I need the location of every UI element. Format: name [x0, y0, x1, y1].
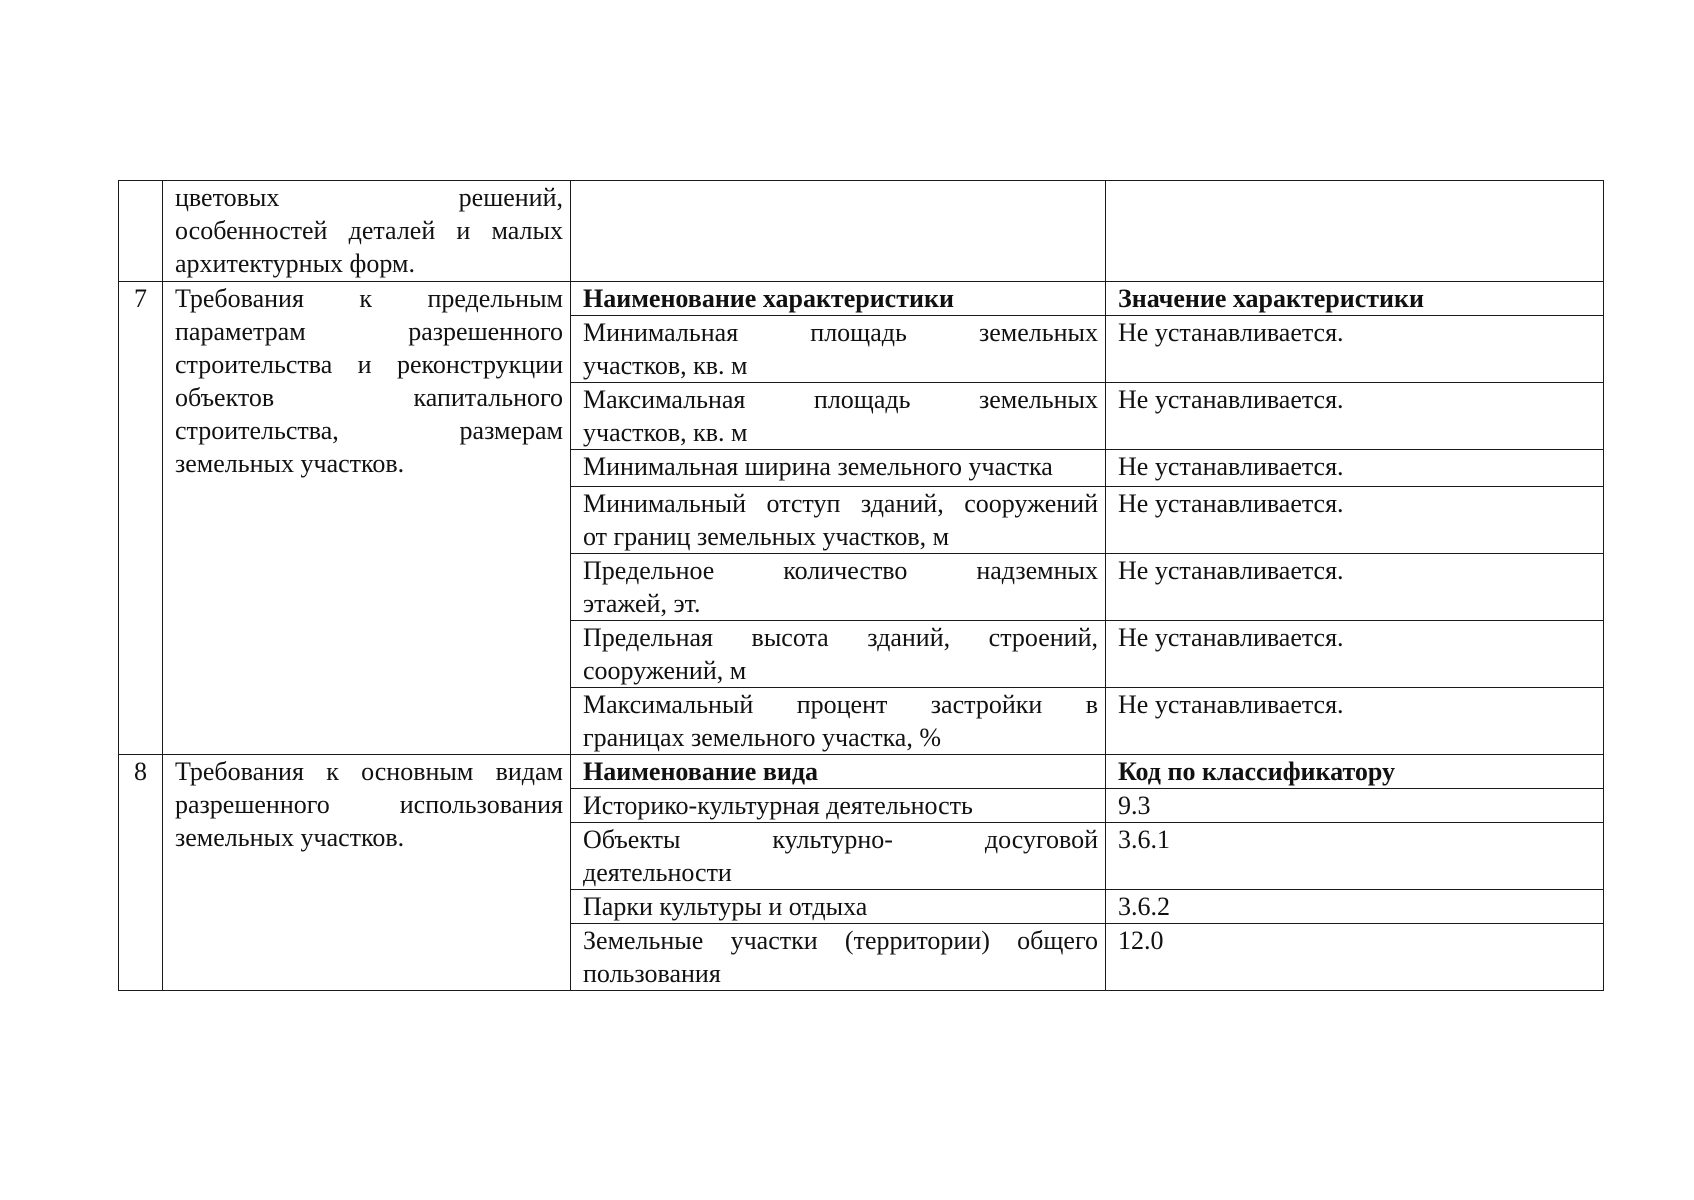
characteristic-name-line: границах земельного участка, % — [583, 723, 942, 752]
use-type-name — [571, 823, 1106, 890]
section-title-line: разрешенного использования — [175, 790, 563, 819]
continuation-line: особенностей деталей и малых — [175, 216, 563, 245]
section-number: 8 — [119, 755, 163, 991]
use-type-name-line: деятельности — [583, 858, 732, 887]
section-title-line: Требования к основным видам — [175, 757, 563, 786]
requirements-table — [118, 180, 1604, 991]
characteristic-value: Не устанавливается. — [1106, 621, 1604, 688]
characteristic-value: Не устанавливается. — [1106, 316, 1604, 383]
characteristic-value: Не устанавливается. — [1106, 487, 1604, 554]
use-type-name-line: Историко-культурная деятельность — [583, 791, 973, 820]
section-number: 7 — [119, 282, 163, 755]
characteristic-value: Не устанавливается. — [1106, 554, 1604, 621]
characteristic-name — [571, 450, 1106, 487]
characteristic-name — [571, 621, 1106, 688]
characteristic-name-line: Максимальная площадь земельных — [583, 385, 1098, 414]
section-title-line: параметрам разрешенного — [175, 317, 563, 346]
section-title-line: объектов капитального — [175, 383, 563, 412]
column-header-name: Наименование вида — [571, 755, 1106, 789]
characteristic-name — [571, 316, 1106, 383]
continuation-line: архитектурных форм. — [175, 249, 415, 278]
use-type-name-line: Парки культуры и отдыха — [583, 892, 868, 921]
table-row-continuation — [119, 181, 1604, 282]
column-header-value: Значение характеристики — [1106, 282, 1604, 316]
characteristic-name-line: Максимальный процент застройки в — [583, 690, 1098, 719]
classifier-code: 9.3 — [1106, 789, 1604, 823]
section-title-cell — [163, 755, 571, 991]
continuation-line: цветовых решений, — [175, 183, 563, 212]
column-header-name: Наименование характеристики — [571, 282, 1106, 316]
characteristic-name-line: Предельная высота зданий, строений, — [583, 623, 1098, 652]
classifier-code: 3.6.1 — [1106, 823, 1604, 890]
use-type-name — [571, 924, 1106, 991]
characteristic-name-line: Предельное количество надземных — [583, 556, 1098, 585]
characteristic-name-line: Минимальная ширина земельного участка — [583, 452, 1053, 481]
characteristic-name-line: Минимальный отступ зданий, сооружений — [583, 489, 1098, 518]
characteristic-name-line: сооружений, м — [583, 656, 747, 685]
table-row-section-8-header — [119, 755, 1604, 789]
characteristic-name — [571, 554, 1106, 621]
characteristic-name-line: от границ земельных участков, м — [583, 522, 950, 551]
section-title-line: Требования к предельным — [175, 284, 563, 313]
continuation-text-cell — [163, 181, 571, 282]
characteristic-name — [571, 383, 1106, 450]
use-type-name-line: пользования — [583, 959, 721, 988]
characteristic-value: Не устанавливается. — [1106, 383, 1604, 450]
characteristic-name — [571, 688, 1106, 755]
section-title-line: земельных участков. — [175, 449, 405, 478]
characteristic-value: Не устанавливается. — [1106, 688, 1604, 755]
classifier-code: 3.6.2 — [1106, 890, 1604, 924]
table-row-section-7-header — [119, 282, 1604, 316]
characteristic-value: Не устанавливается. — [1106, 450, 1604, 487]
section-title-line: земельных участков. — [175, 823, 405, 852]
use-type-name-line: Объекты культурно- досуговой — [583, 825, 1098, 854]
characteristic-name-line: Минимальная площадь земельных — [583, 318, 1098, 347]
section-title-cell — [163, 282, 571, 755]
characteristic-name — [571, 487, 1106, 554]
use-type-name — [571, 890, 1106, 924]
empty-cell — [571, 181, 1106, 282]
section-title-line: строительства и реконструкции — [175, 350, 563, 379]
characteristic-name-line: этажей, эт. — [583, 589, 701, 618]
empty-cell — [1106, 181, 1604, 282]
section-title-line: строительства, размерам — [175, 416, 563, 445]
characteristic-name-line: участков, кв. м — [583, 351, 748, 380]
column-header-value: Код по классификатору — [1106, 755, 1604, 789]
row-number-cell-empty — [119, 181, 163, 282]
characteristic-name-line: участков, кв. м — [583, 418, 748, 447]
classifier-code: 12.0 — [1106, 924, 1604, 991]
use-type-name-line: Земельные участки (территории) общего — [583, 926, 1098, 955]
use-type-name — [571, 789, 1106, 823]
